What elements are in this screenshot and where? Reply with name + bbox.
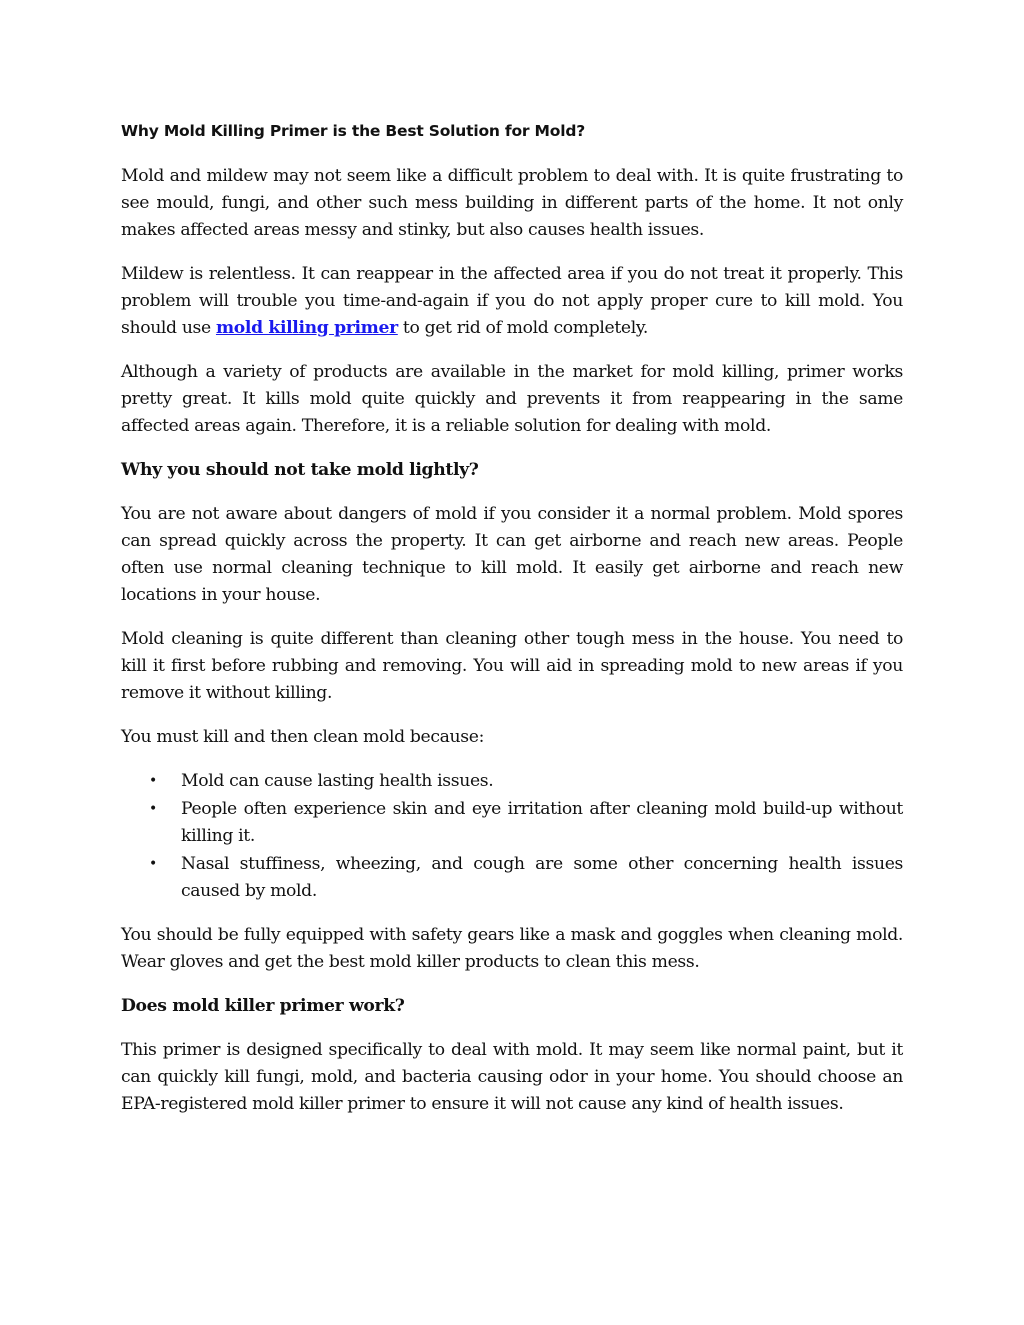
paragraph-mildew — [121, 261, 903, 342]
heading-does-primer-work: Does mold killer primer work? — [121, 995, 405, 1016]
bullet-icon: • — [149, 800, 157, 817]
paragraph-primer-design: This primer is designed specifically to deal with mold. It may seem like normal paint, but it can quickly kill fungi, mold, and bacteria causing odor in your home. You should choose an EPA-registered mold killer primer to ensure it will not cause any kind of health issues. — [121, 1039, 903, 1114]
list-item-text: People often experience skin and eye irritation after cleaning mold build-up without killing it. — [181, 798, 903, 846]
list-item-text: Mold can cause lasting health issues. — [181, 771, 494, 791]
document-page — [121, 118, 903, 1135]
paragraph-mildew-text-end: to get rid of mold completely. — [397, 318, 649, 338]
bullet-list — [121, 768, 903, 906]
paragraph-mildew-text: Mildew is relentless. It can reappear in the affected area if you do not treat it properly. This problem will trouble you time-and-again if you do not apply proper cure to kill mold. You should use — [121, 264, 903, 338]
mold-killing-primer-link[interactable]: mold killing primer — [215, 318, 398, 338]
bullet-icon: • — [149, 773, 157, 789]
paragraph-safety: You should be fully equipped with safety gears like a mask and goggles when cleaning mold. Wear gloves and get the best mold killer products to clean this mess. — [121, 924, 903, 972]
list-item — [121, 768, 903, 796]
paragraph-cleaning: Mold cleaning is quite different than cleaning other tough mess in the house. You need to kill it first before rubbing and removing. You will aid in spreading mold to new areas if you remove it without killing. — [121, 629, 903, 703]
list-item — [121, 796, 903, 851]
paragraph-intro: Mold and mildew may not seem like a difficult problem to deal with. It is quite frustrating to see mould, fungi, and other such mess building in different parts of the home. It not only makes affected areas messy and stinky, but also causes health issues. — [121, 166, 903, 240]
paragraph-kill-then-clean: You must kill and then clean mold because: — [121, 727, 485, 747]
bullet-icon: • — [149, 855, 157, 872]
list-item-text: Nasal stuffiness, wheezing, and cough are some other concerning health issues caused by mold. — [181, 853, 903, 901]
paragraph-variety: Although a variety of products are available in the market for mold killing, primer works pretty great. It kills mold quite quickly and prevents it from reappearing in the same affected areas again. Therefore, it is a reliable solution for dealing with mold. — [121, 362, 903, 436]
list-item — [121, 851, 903, 906]
paragraph-dangers: You are not aware about dangers of mold if you consider it a normal problem. Mold spores can spread quickly across the property. It can get airborne and reach new areas. People often use normal cleaning technique to kill mold. It easily get airborne and reach new locations in your house. — [121, 504, 903, 605]
document-title: Why Mold Killing Primer is the Best Solution for Mold? — [121, 122, 586, 140]
heading-why-not-lightly: Why you should not take mold lightly? — [121, 460, 479, 480]
